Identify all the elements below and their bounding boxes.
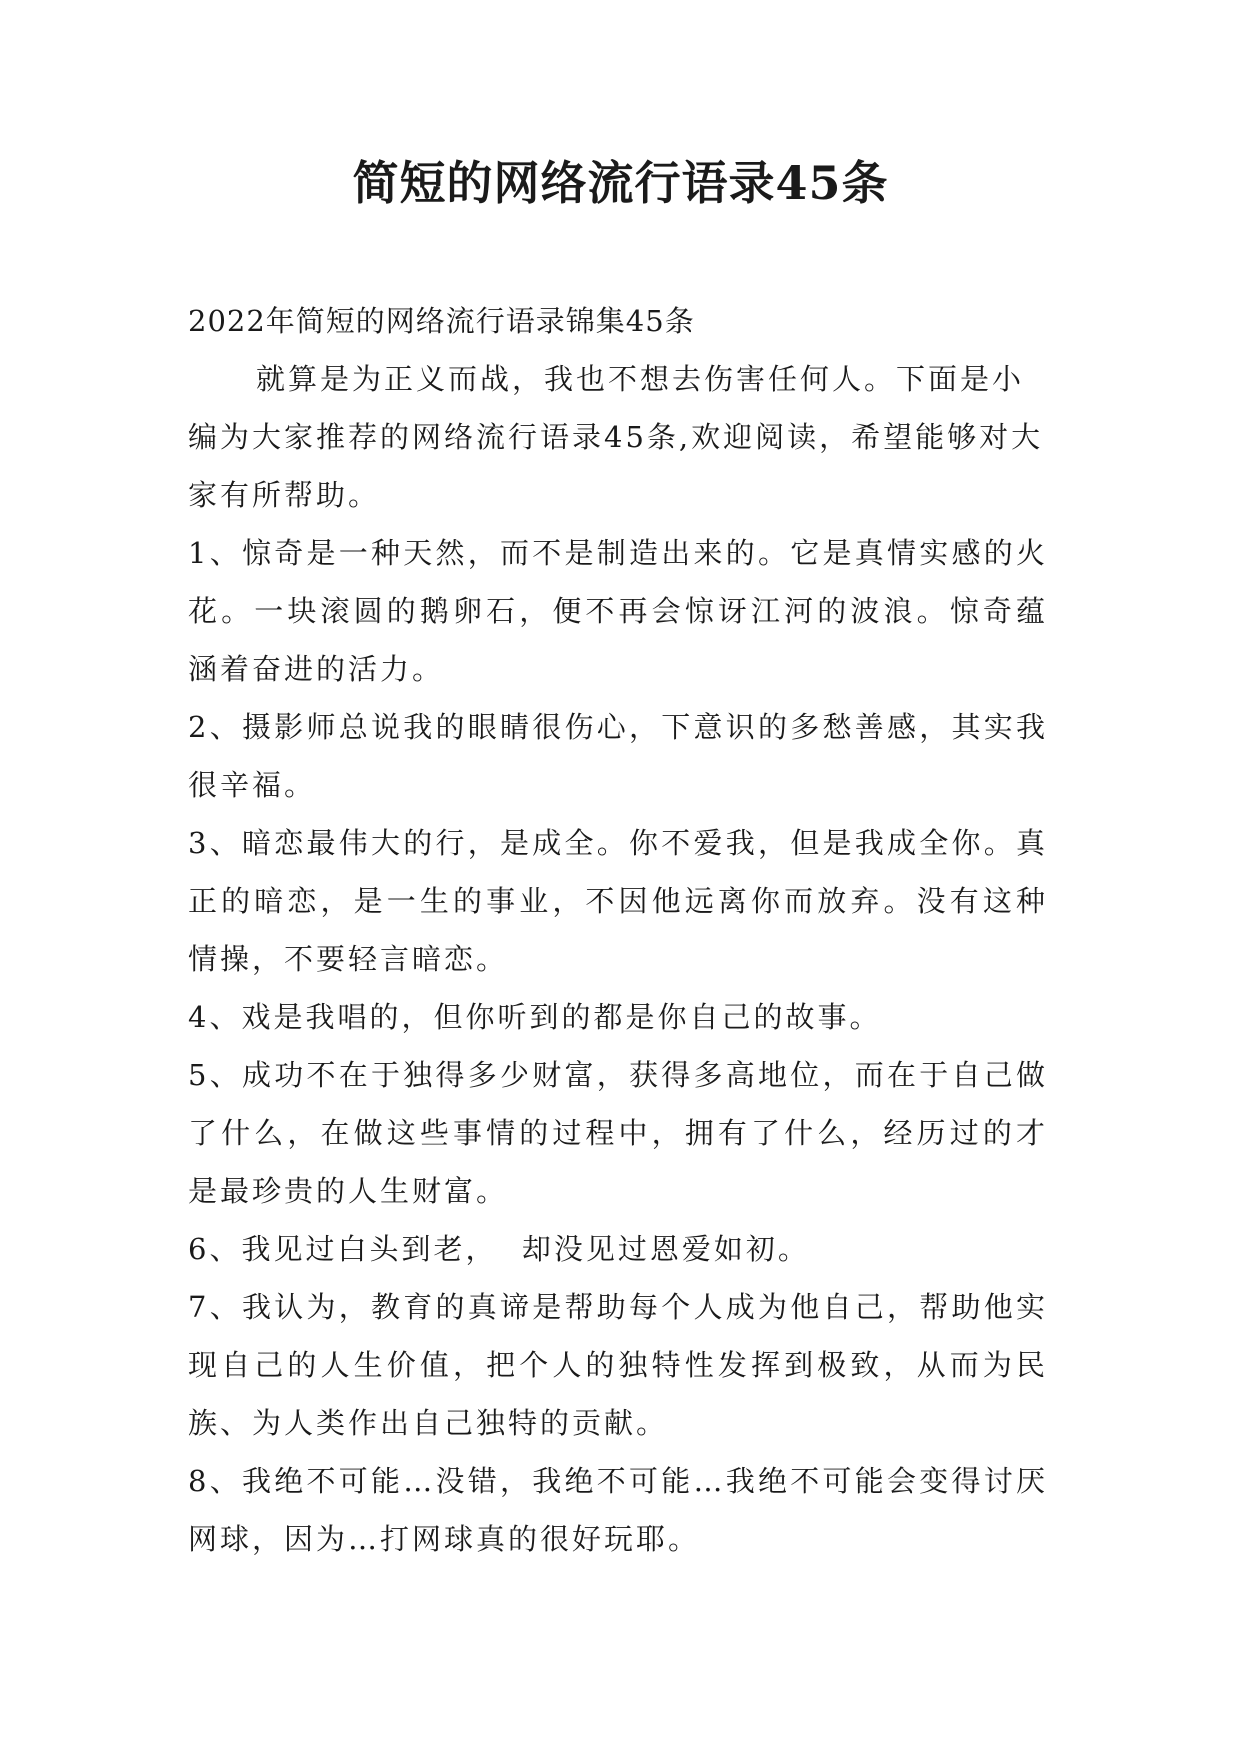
quote-item-6: 6、我见过白头到老， 却没见过恩爱如初。 [188,1232,810,1266]
quote-item-3: 3、暗恋最伟大的行，是成全。你不爱我，但是我成全你。真正的暗恋，是一生的事业，不因他远离你而放弃。没有这种情操，不要轻言暗恋。 [188,826,1048,976]
quote-item-4: 4、戏是我唱的，但你听到的都是你自己的故事。 [188,1000,882,1034]
intro-paragraph: 就算是为正义而战，我也不想去伤害任何人。下面是小编为大家推荐的网络流行语录45条,欢迎阅读，希望能够对大家有所帮助。 [188,362,1044,512]
quote-item-8: 8、我绝不可能…没错，我绝不可能…我绝不可能会变得讨厌网球，因为…打网球真的很好玩耶。 [188,1464,1048,1556]
quote-item-7: 7、我认为，教育的真谛是帮助每个人成为他自己，帮助他实现自己的人生价值，把个人的独特性发挥到极致，从而为民族、为人类作出自己独特的贡献。 [188,1290,1048,1440]
document-subtitle: 2022年简短的网络流行语录锦集45条 [188,304,695,338]
quote-item-2: 2、摄影师总说我的眼睛很伤心，下意识的多愁善感，其实我很辛福。 [188,710,1048,802]
quote-item-1: 1、惊奇是一种天然，而不是制造出来的。它是真情实感的火花。一块滚圆的鹅卵石，便不再会惊讶江河的波浪。惊奇蕴涵着奋进的活力。 [188,536,1048,686]
document-body [188,292,1048,1568]
document-title: 简短的网络流行语录45条 [352,156,889,210]
quote-item-5: 5、成功不在于独得多少财富，获得多高地位，而在于自己做了什么，在做这些事情的过程中，拥有了什么，经历过的才是最珍贵的人生财富。 [188,1058,1048,1208]
